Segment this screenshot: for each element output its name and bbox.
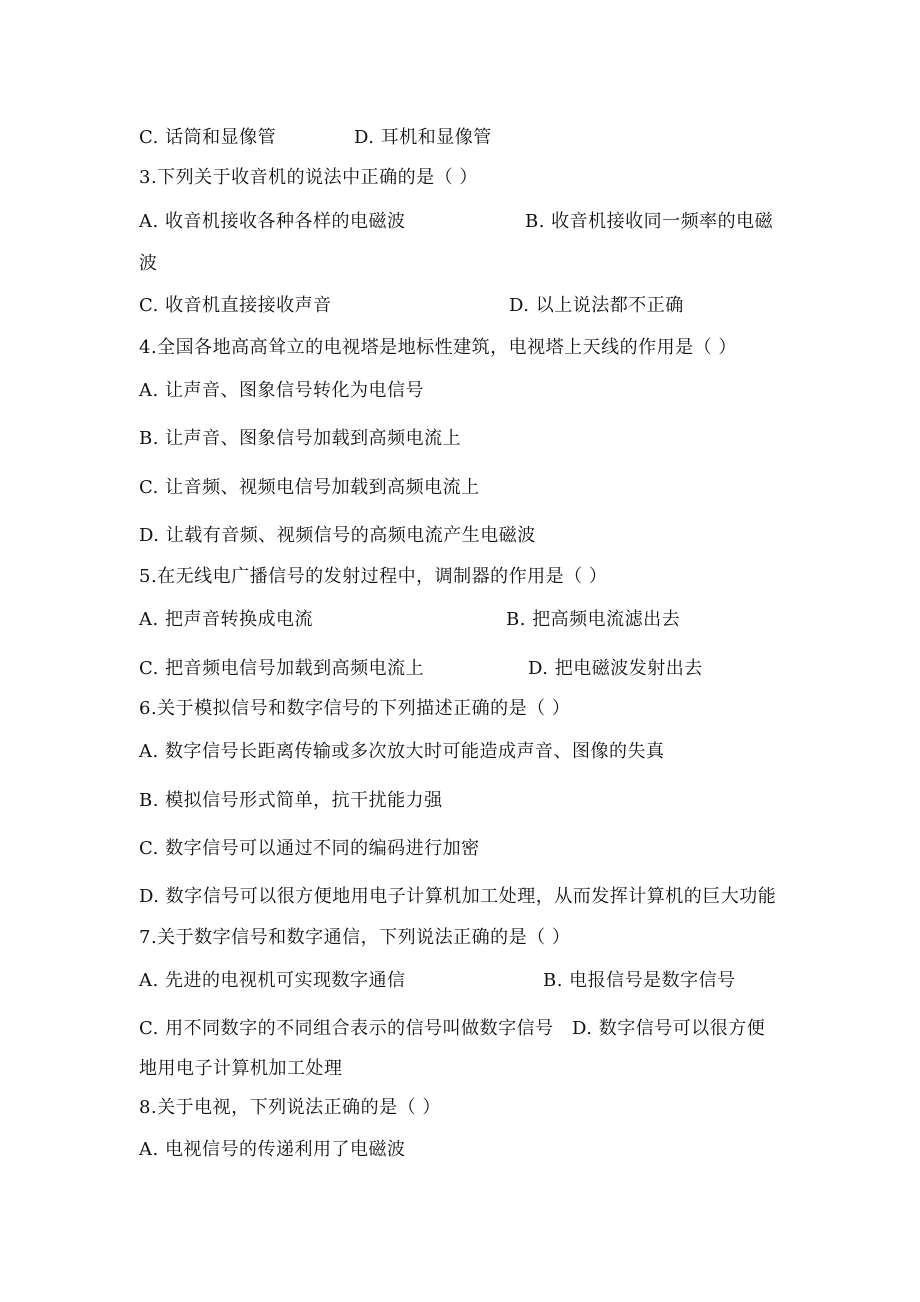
q4-option-d: D. 让载有音频、视频信号的高频电流产生电磁波 (139, 525, 536, 546)
q2-option-d: D. 耳机和显像管 (354, 127, 492, 148)
q6-option-c: C. 数字信号可以通过不同的编码进行加密 (139, 838, 480, 859)
q6-option-b: B. 模拟信号形式简单，抗干扰能力强 (139, 790, 443, 811)
q7-option-d-wrap: 地用电子计算机加工处理 (139, 1058, 343, 1079)
q5-stem: 5.在无线电广播信号的发射过程中，调制器的作用是（ ） (139, 566, 608, 587)
q4-option-a: A. 让声音、图象信号转化为电信号 (139, 380, 424, 401)
q6-option-a: A. 数字信号长距离传输或多次放大时可能造成声音、图像的失真 (139, 741, 665, 762)
q4-stem: 4.全国各地高高耸立的电视塔是地标性建筑，电视塔上天线的作用是（ ） (139, 337, 737, 358)
q4-option-b: B. 让声音、图象信号加载到高频电流上 (139, 428, 462, 449)
q5-option-b: B. 把高频电流滤出去 (506, 609, 681, 630)
q8-stem: 8.关于电视，下列说法正确的是（ ） (139, 1097, 441, 1118)
q6-stem: 6.关于模拟信号和数字信号的下列描述正确的是（ ） (139, 698, 571, 719)
q3-option-a: A. 收音机接收各种各样的电磁波 (139, 211, 406, 232)
q3-option-d: D. 以上说法都不正确 (509, 295, 684, 316)
q8-option-a: A. 电视信号的传递利用了电磁波 (139, 1139, 406, 1160)
q7-option-a: A. 先进的电视机可实现数字通信 (139, 970, 406, 991)
q4-option-c: C. 让音频、视频电信号加载到高频电流上 (139, 477, 480, 498)
q5-option-c: C. 把音频电信号加载到高频电流上 (139, 658, 425, 679)
q7-option-c: C. 用不同数字的不同组合表示的信号叫做数字信号 (139, 1018, 554, 1039)
q7-stem: 7.关于数字信号和数字通信，下列说法正确的是（ ） (139, 927, 571, 948)
q5-option-a: A. 把声音转换成电流 (139, 609, 313, 630)
q3-option-c: C. 收音机直接接收声音 (139, 295, 332, 316)
q6-option-d: D. 数字信号可以很方便地用电子计算机加工处理，从而发挥计算机的巨大功能 (139, 886, 777, 907)
q3-option-b: B. 收音机接收同一频率的电磁 (525, 211, 774, 232)
q7-option-d: D. 数字信号可以很方便 (572, 1018, 766, 1039)
q2-option-c: C. 话筒和显像管 (139, 127, 277, 148)
q7-option-b: B. 电报信号是数字信号 (543, 970, 736, 991)
q3-option-b-wrap: 波 (139, 253, 158, 274)
q3-stem: 3.下列关于收音机的说法中正确的是（ ） (139, 167, 478, 188)
q5-option-d: D. 把电磁波发射出去 (528, 658, 703, 679)
